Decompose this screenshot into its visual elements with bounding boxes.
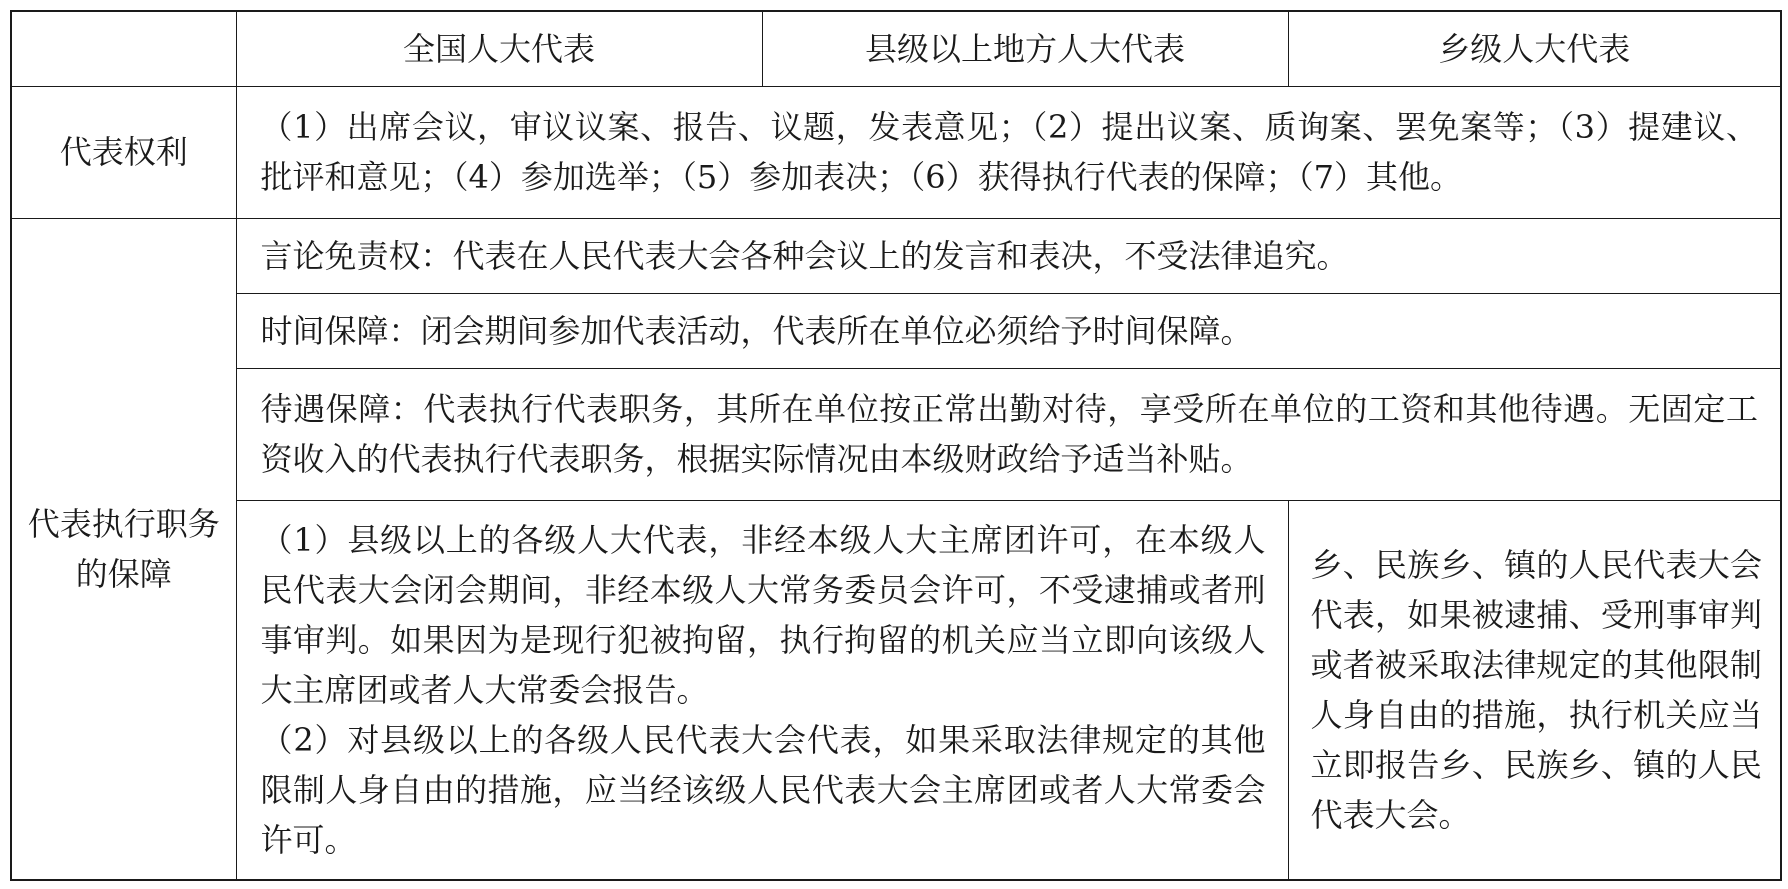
header-corner-cell [11, 11, 236, 86]
time-guarantee-row [11, 293, 1781, 368]
header-national-deputies: 全国人大代表 [236, 11, 762, 86]
guarantee-label: 代表执行职务的保障 [11, 218, 236, 880]
treatment-guarantee-row [11, 368, 1781, 500]
speech-immunity-row [11, 218, 1781, 293]
arrest-upper-level-para-2: （2）对县级以上的各级人民代表大会代表，如果采取法律规定的其他限制人身自由的措施，应当经该级人民代表大会主席团或者人大常委会许可。 [260, 720, 1266, 859]
arrest-township-cell: 乡、民族乡、镇的人民代表大会代表，如果被逮捕、受刑事审判或者被采取法律规定的其他限制人身自由的措施，执行机关应当立即报告乡、民族乡、镇的人民代表大会。 [1288, 500, 1781, 880]
header-township-deputies: 乡级人大代表 [1288, 11, 1781, 86]
header-local-deputies: 县级以上地方人大代表 [762, 11, 1288, 86]
arrest-protection-row [11, 500, 1781, 880]
rights-text: （1）出席会议，审议议案、报告、议题，发表意见；（2）提出议案、质询案、罢免案等；（3）提建议、批评和意见；（4）参加选举；（5）参加表决；（6）获得执行代表的保障；（7）其他。 [236, 86, 1781, 218]
time-guarantee-text: 时间保障：闭会期间参加代表活动，代表所在单位必须给予时间保障。 [236, 293, 1781, 368]
representative-rights-table [10, 10, 1782, 881]
header-row [11, 11, 1781, 86]
rights-label: 代表权利 [11, 86, 236, 218]
arrest-upper-level-para-1: （1）县级以上的各级人大代表，非经本级人大主席团许可，在本级人民代表大会闭会期间，非经本级人大常务委员会许可，不受逮捕或者刑事审判。如果因为是现行犯被拘留，执行拘留的机关应当立即向该级人大主席团或者人大常委会报告。 [260, 520, 1266, 709]
arrest-upper-level-cell [236, 500, 1288, 880]
speech-immunity-text: 言论免责权：代表在人民代表大会各种会议上的发言和表决，不受法律追究。 [236, 218, 1781, 293]
rights-row [11, 86, 1781, 218]
treatment-guarantee-text: 待遇保障：代表执行代表职务，其所在单位按正常出勤对待，享受所在单位的工资和其他待遇。无固定工资收入的代表执行代表职务，根据实际情况由本级财政给予适当补贴。 [236, 368, 1781, 500]
